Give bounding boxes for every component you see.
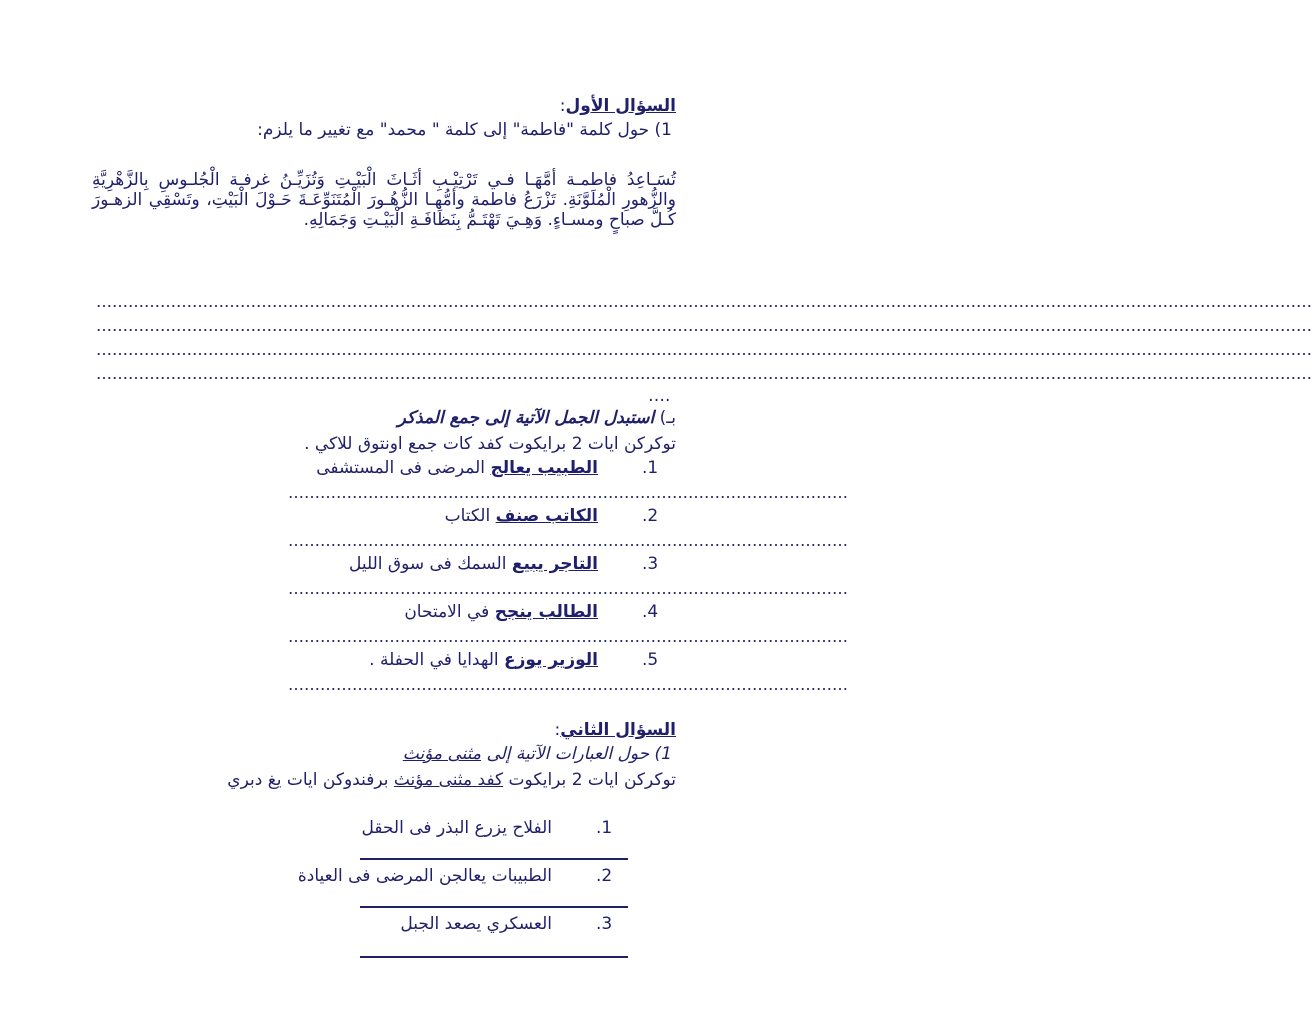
item-rest: في الامتحان (404, 602, 490, 622)
item-number: 5. (642, 650, 659, 670)
q2-item-3 (400, 914, 618, 934)
q1-task1 (257, 120, 672, 140)
partB-item-3 (349, 554, 664, 574)
item-text: الطبيبات يعالجن المرضى فى العيادة (297, 866, 552, 886)
partB-title-line (398, 408, 676, 428)
answer-line-1: …………………………………………………………………………………………… (288, 483, 848, 502)
q1-task1-text: حول كلمة "فاطمة" إلى كلمة " محمد" مع تغيير ما يلزم: (257, 120, 650, 140)
q1-paragraph: تُسَـاعِدُ فاطمـة أمَّهَـا فـي تَرْتِيْـبِ أثَـاثَ الْبَيْـتِ وَتُزَيِّـنُ غرفـة الْجُلـوسِ بِالزَّهْرِيَّةِ والزُّهورِ الْمُلَوَّنَةِ. تَزْرَعُ فاطمة وأمُّهـا الزُّهُـورَ الْمُتَنَوِّعَـةَ حَـوْلَ الْبَيْتِ، وتَسْقِي الزهـورَ كُـلَّ صباحٍ ومسـاءٍ. وَهِـيَ تَهْتَـمُّ بِنَظَافَـةِ الْبَيْـتِ وَجَمَالِهِ. (92, 170, 676, 230)
item-number: 1. (642, 458, 659, 478)
partB-prefix: بـ) (659, 408, 676, 428)
answer-dots-tail: …. (648, 386, 671, 406)
answer-blank-1 (360, 858, 628, 860)
item-number: 4. (642, 602, 659, 622)
item-subject: الطالب ينجح (494, 602, 598, 622)
item-text: العسكري يصعد الجبل (400, 914, 552, 934)
partB-item-5 (369, 650, 664, 670)
item-rest: الكتاب (444, 506, 491, 526)
item-number: 3. (596, 914, 613, 934)
item-rest: الهدايا في الحفلة . (369, 650, 499, 670)
q2-item-2 (298, 866, 618, 886)
q2-instruction-part-a: توكركن ايات 2 برايكوت (508, 770, 676, 790)
item-number: 2. (642, 506, 659, 526)
answer-dots-line-1: ………………………………………………………………………………………………………………………………………………………………………………………………………… (96, 292, 1312, 311)
answer-blank-2 (360, 906, 628, 908)
answer-dots-line-4: ………………………………………………………………………………………………………………………………………………………………………………………………………… (96, 364, 1312, 383)
answer-line-2: …………………………………………………………………………………………… (288, 531, 848, 550)
answer-line-4: …………………………………………………………………………………………… (288, 627, 848, 646)
item-number: 1. (596, 818, 613, 838)
q2-instruction (227, 770, 676, 790)
item-subject: الطبيب يعالج (490, 458, 598, 478)
partB-item-4 (404, 602, 664, 622)
q2-task1-number: 1) (654, 744, 672, 764)
item-subject: التاجر يبيع (511, 554, 598, 574)
partB-title: استبدل الجمل الآتية إلى جمع المذكر (397, 408, 655, 428)
partB-item-2 (445, 506, 664, 526)
q1-heading-line (560, 96, 676, 116)
answer-line-5: …………………………………………………………………………………………… (288, 675, 848, 694)
item-number: 2. (596, 866, 613, 886)
q1-heading-colon: : (559, 96, 566, 116)
answer-dots-line-3: ………………………………………………………………………………………………………………………………………………………………………………………………………… (96, 340, 1312, 359)
q2-instruction-part-c: برفندوكن ايات يغ دبري (227, 770, 389, 790)
q2-task1 (403, 744, 672, 764)
partB-instruction: توكركن ايات 2 برايكوت كفد كات جمع اونتوق للاكي . (304, 434, 676, 454)
q2-heading-colon: : (554, 720, 561, 740)
item-text: الفلاح يزرع البذر فى الحقل (361, 818, 552, 838)
partB-item-1 (316, 458, 664, 478)
item-rest: السمك فى سوق الليل (348, 554, 507, 574)
answer-line-3: …………………………………………………………………………………………… (288, 579, 848, 598)
answer-dots-line-2: ………………………………………………………………………………………………………………………………………………………………………………………………………… (96, 316, 1312, 335)
q2-task1-emphasis: مثنى مؤنث (402, 744, 482, 764)
q2-heading: السؤال الثاني (560, 720, 676, 740)
item-subject: الوزير يوزع (504, 650, 598, 670)
q2-task1-text: حول العبارات الآتية إلى (486, 744, 650, 764)
q1-task1-number: 1) (654, 120, 672, 140)
answer-blank-3 (360, 956, 628, 958)
q1-heading: السؤال الأول (565, 96, 676, 116)
item-subject: الكاتب صنف (495, 506, 598, 526)
item-rest: المرضى فى المستشفى (316, 458, 486, 478)
q2-heading-line (554, 720, 676, 740)
item-number: 3. (642, 554, 659, 574)
q2-item-1 (361, 818, 618, 838)
q2-instruction-part-b: كفد مثنى مؤنث (393, 770, 504, 790)
